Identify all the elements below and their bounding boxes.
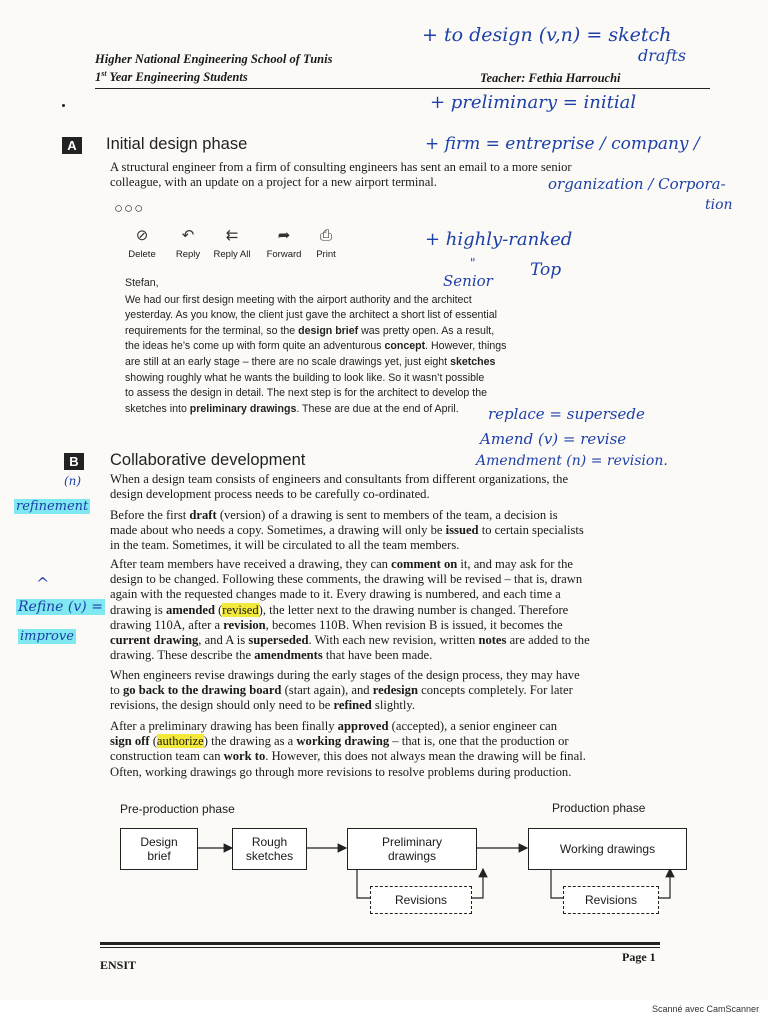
page-number: Page 1 <box>622 950 656 964</box>
teacher-name: Teacher: Fethia Harrouchi <box>480 71 621 85</box>
window-controls: ○○○ <box>114 200 145 217</box>
note-refinement: refinement <box>16 499 89 514</box>
school-name: Higher National Engineering School of Tunis <box>95 52 333 66</box>
forward-icon: ➦ <box>277 227 291 244</box>
note-amendment: Amendment (n) = revision. <box>476 453 668 469</box>
scanner-watermark: Scanné avec CamScanner <box>652 1004 760 1014</box>
note-organization: organization / Corpora- <box>548 175 726 193</box>
reply-all-icon: ⇇ <box>225 227 239 244</box>
header-rule <box>95 88 710 89</box>
note-n: (n) <box>64 474 82 488</box>
note-refine: Refine (v) = <box>18 599 103 615</box>
note-amend: Amend (v) = revise <box>480 430 627 448</box>
section-a-title: Initial design phase <box>106 135 248 153</box>
section-b-p1: When a design team consists of engineers and consultants from different organizations, the design development process needs to be carefully co-ordinated. <box>110 472 569 502</box>
note-senior: Senior <box>443 272 493 290</box>
section-b-p3: After team members have received a drawing, they can comment on it, and may ask for the design to be changed. Following these comments, the drawing will be revised – that is, drawn again with the requested changes made to it. Every drawing is numbered, and each time a drawing is amended (revised), the letter next to the drawing number is changed. Therefore drawing 110A, after a revision, becomes 110B. When revision B is issued, it becomes the current drawing, and A is superseded. With each new revision, written notes are added to the drawing. These describe the amendments that have been made. <box>110 557 590 663</box>
section-b-p5: After a preliminary drawing has been finally approved (accepted), a senior engineer can sign off (authorize) the drawing as a working drawing – that is, one that the production or construction team can work to. However, this does not always mean the drawing will be final. Often, working drawings go through more revisions to resolve problems during production. <box>110 719 586 779</box>
note-top: Top <box>530 260 562 280</box>
reply-button[interactable]: ↶ Reply <box>170 226 206 260</box>
note-tion: tion <box>705 197 733 213</box>
note-firm: + firm = entreprise / company / <box>425 134 700 154</box>
note-to-design: + to design (v,n) = sketch <box>422 24 672 46</box>
print-button[interactable]: ⎙ Print <box>310 226 342 260</box>
note-drafts: drafts <box>638 46 686 65</box>
note-mark: " <box>470 256 476 270</box>
section-b-p2: Before the first draft (version) of a drawing is sent to members of the team, a decision is made about who needs a copy. Sometimes, a drawing will only be issued to certain specialists in the team. Sometimes, it will be circulated to all the team members. <box>110 508 584 553</box>
footer-ensit: ENSIT <box>100 958 137 972</box>
footer-rule <box>100 942 660 945</box>
revisions-box-1: Revisions <box>370 886 472 914</box>
note-caret: ^ <box>36 574 50 593</box>
email-body: Stefan, We had our first design meeting with the airport authority and the architect yesterday. As you know, the client just gave the architect a short list of essential requirements for the terminal, so the design brief was pretty open. As a result, the ideas he’s come up with form quite an adventurous concept. However, things are still at an early stage – there are no scale drawings yet, just eight sketches showing roughly what he wants the building to look like. So it wasn’t possible to assess the design in detail. The next step is for the architect to develop the sketches into preliminary drawings. These are due at the end of April. <box>125 276 603 417</box>
delete-button[interactable]: ⊘ Delete <box>124 226 160 260</box>
phase-label-production: Production phase <box>552 801 646 815</box>
note-improve: improve <box>20 629 74 644</box>
design-brief-box: Design brief <box>120 828 198 870</box>
section-b-badge: B <box>64 453 84 470</box>
note-replace: replace = supersede <box>488 405 645 423</box>
reply-icon: ↶ <box>181 227 195 244</box>
student-year: 1st Year Engineering Students <box>95 69 248 85</box>
working-drawings-box: Working drawings <box>528 828 687 870</box>
print-icon: ⎙ <box>319 227 332 244</box>
preliminary-drawings-box: Preliminary drawings <box>347 828 477 870</box>
delete-icon: ⊘ <box>135 227 149 244</box>
stray-dot <box>62 104 65 107</box>
section-a-intro: A structural engineer from a firm of consulting engineers has sent an email to a more senior colleague, with an update on a project for a new airport terminal. <box>110 160 572 190</box>
reply-all-button[interactable]: ⇇ Reply All <box>208 226 256 260</box>
footer-rule-thin <box>100 947 660 948</box>
email-greeting: Stefan, <box>125 277 159 289</box>
rough-sketches-box: Rough sketches <box>232 828 307 870</box>
phase-label-preproduction: Pre-production phase <box>120 802 235 816</box>
section-a-badge: A <box>62 137 82 154</box>
section-b-p4: When engineers revise drawings during the early stages of the design process, they may have to go back to the drawing board (start again), and redesign concepts completely. For later revisions, the design should only need to be refined slightly. <box>110 668 580 713</box>
section-b-title: Collaborative development <box>110 451 306 469</box>
note-preliminary: + preliminary = initial <box>430 92 637 113</box>
forward-button[interactable]: ➦ Forward <box>262 226 306 260</box>
revisions-box-2: Revisions <box>563 886 659 914</box>
note-highly-ranked: + highly-ranked <box>425 229 573 250</box>
